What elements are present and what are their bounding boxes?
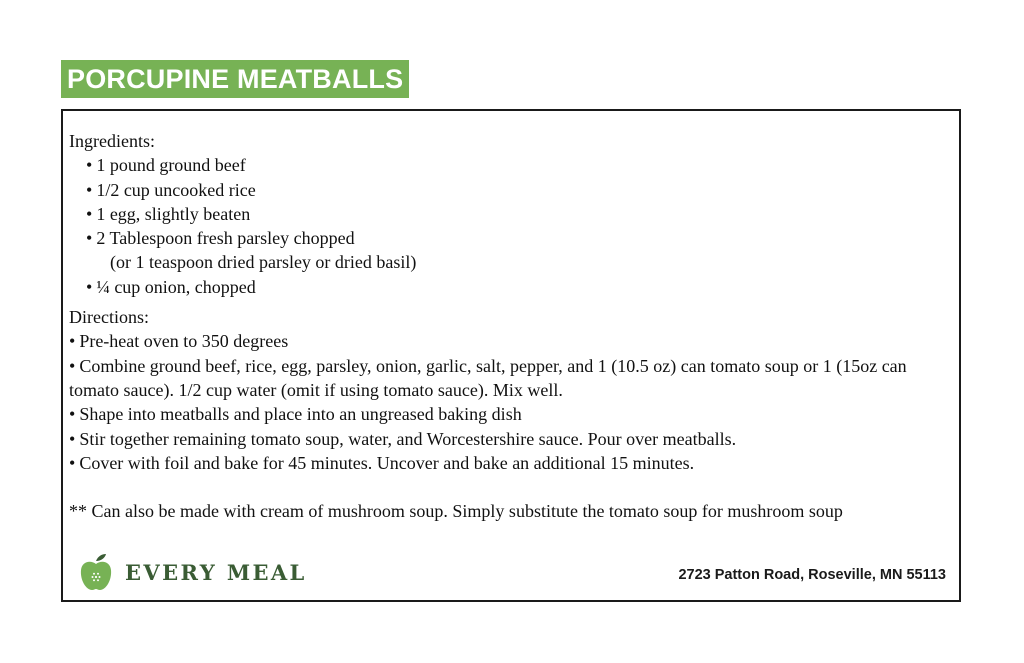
address: 2723 Patton Road, Roseville, MN 55113	[678, 567, 946, 583]
list-item: • Cover with foil and bake for 45 minutes. Uncover and bake an additional 15 minutes.	[69, 452, 695, 473]
list-item: • Combine ground beef, rice, egg, parsley, onion, garlic, salt, pepper, and 1 (10.5 oz) can tomato soup or 1 (15oz can tomato sauce). 1/2 cup water (omit if using tomato sauce). Mix well.	[69, 355, 907, 400]
ingredients-heading: Ingredients:	[69, 131, 155, 151]
list-item: • Pre-heat oven to 350 degrees	[69, 331, 289, 352]
list-item: • 1/2 cup uncooked rice	[86, 179, 256, 200]
recipe-title: PORCUPINE MEATBALLS	[61, 60, 409, 98]
brand-name: EVERY MEAL	[125, 559, 307, 585]
ingredients-list	[69, 153, 949, 299]
list-item: • 1 pound ground beef	[86, 155, 246, 176]
list-item: • 1 egg, slightly beaten	[86, 203, 251, 224]
recipe-card	[61, 109, 961, 602]
parsley-note: (or 1 teaspoon dried parsley or dried basil)	[110, 252, 417, 273]
apple-icon	[79, 553, 113, 591]
list-item: • ¼ cup onion, chopped	[86, 276, 256, 297]
every-meal-logo	[79, 552, 307, 592]
recipe-content	[69, 129, 949, 523]
list-item: • Shape into meatballs and place into an ungreased baking dish	[69, 404, 522, 425]
list-item: • Stir together remaining tomato soup, water, and Worcestershire sauce. Pour over meatballs.	[69, 428, 737, 449]
directions-heading: Directions:	[69, 307, 149, 328]
directions-list	[69, 329, 949, 475]
list-item: • 2 Tablespoon fresh parsley chopped	[86, 228, 355, 249]
recipe-note: ** Can also be made with cream of mushroom soup. Simply substitute the tomato soup for mushroom soup	[69, 501, 843, 522]
